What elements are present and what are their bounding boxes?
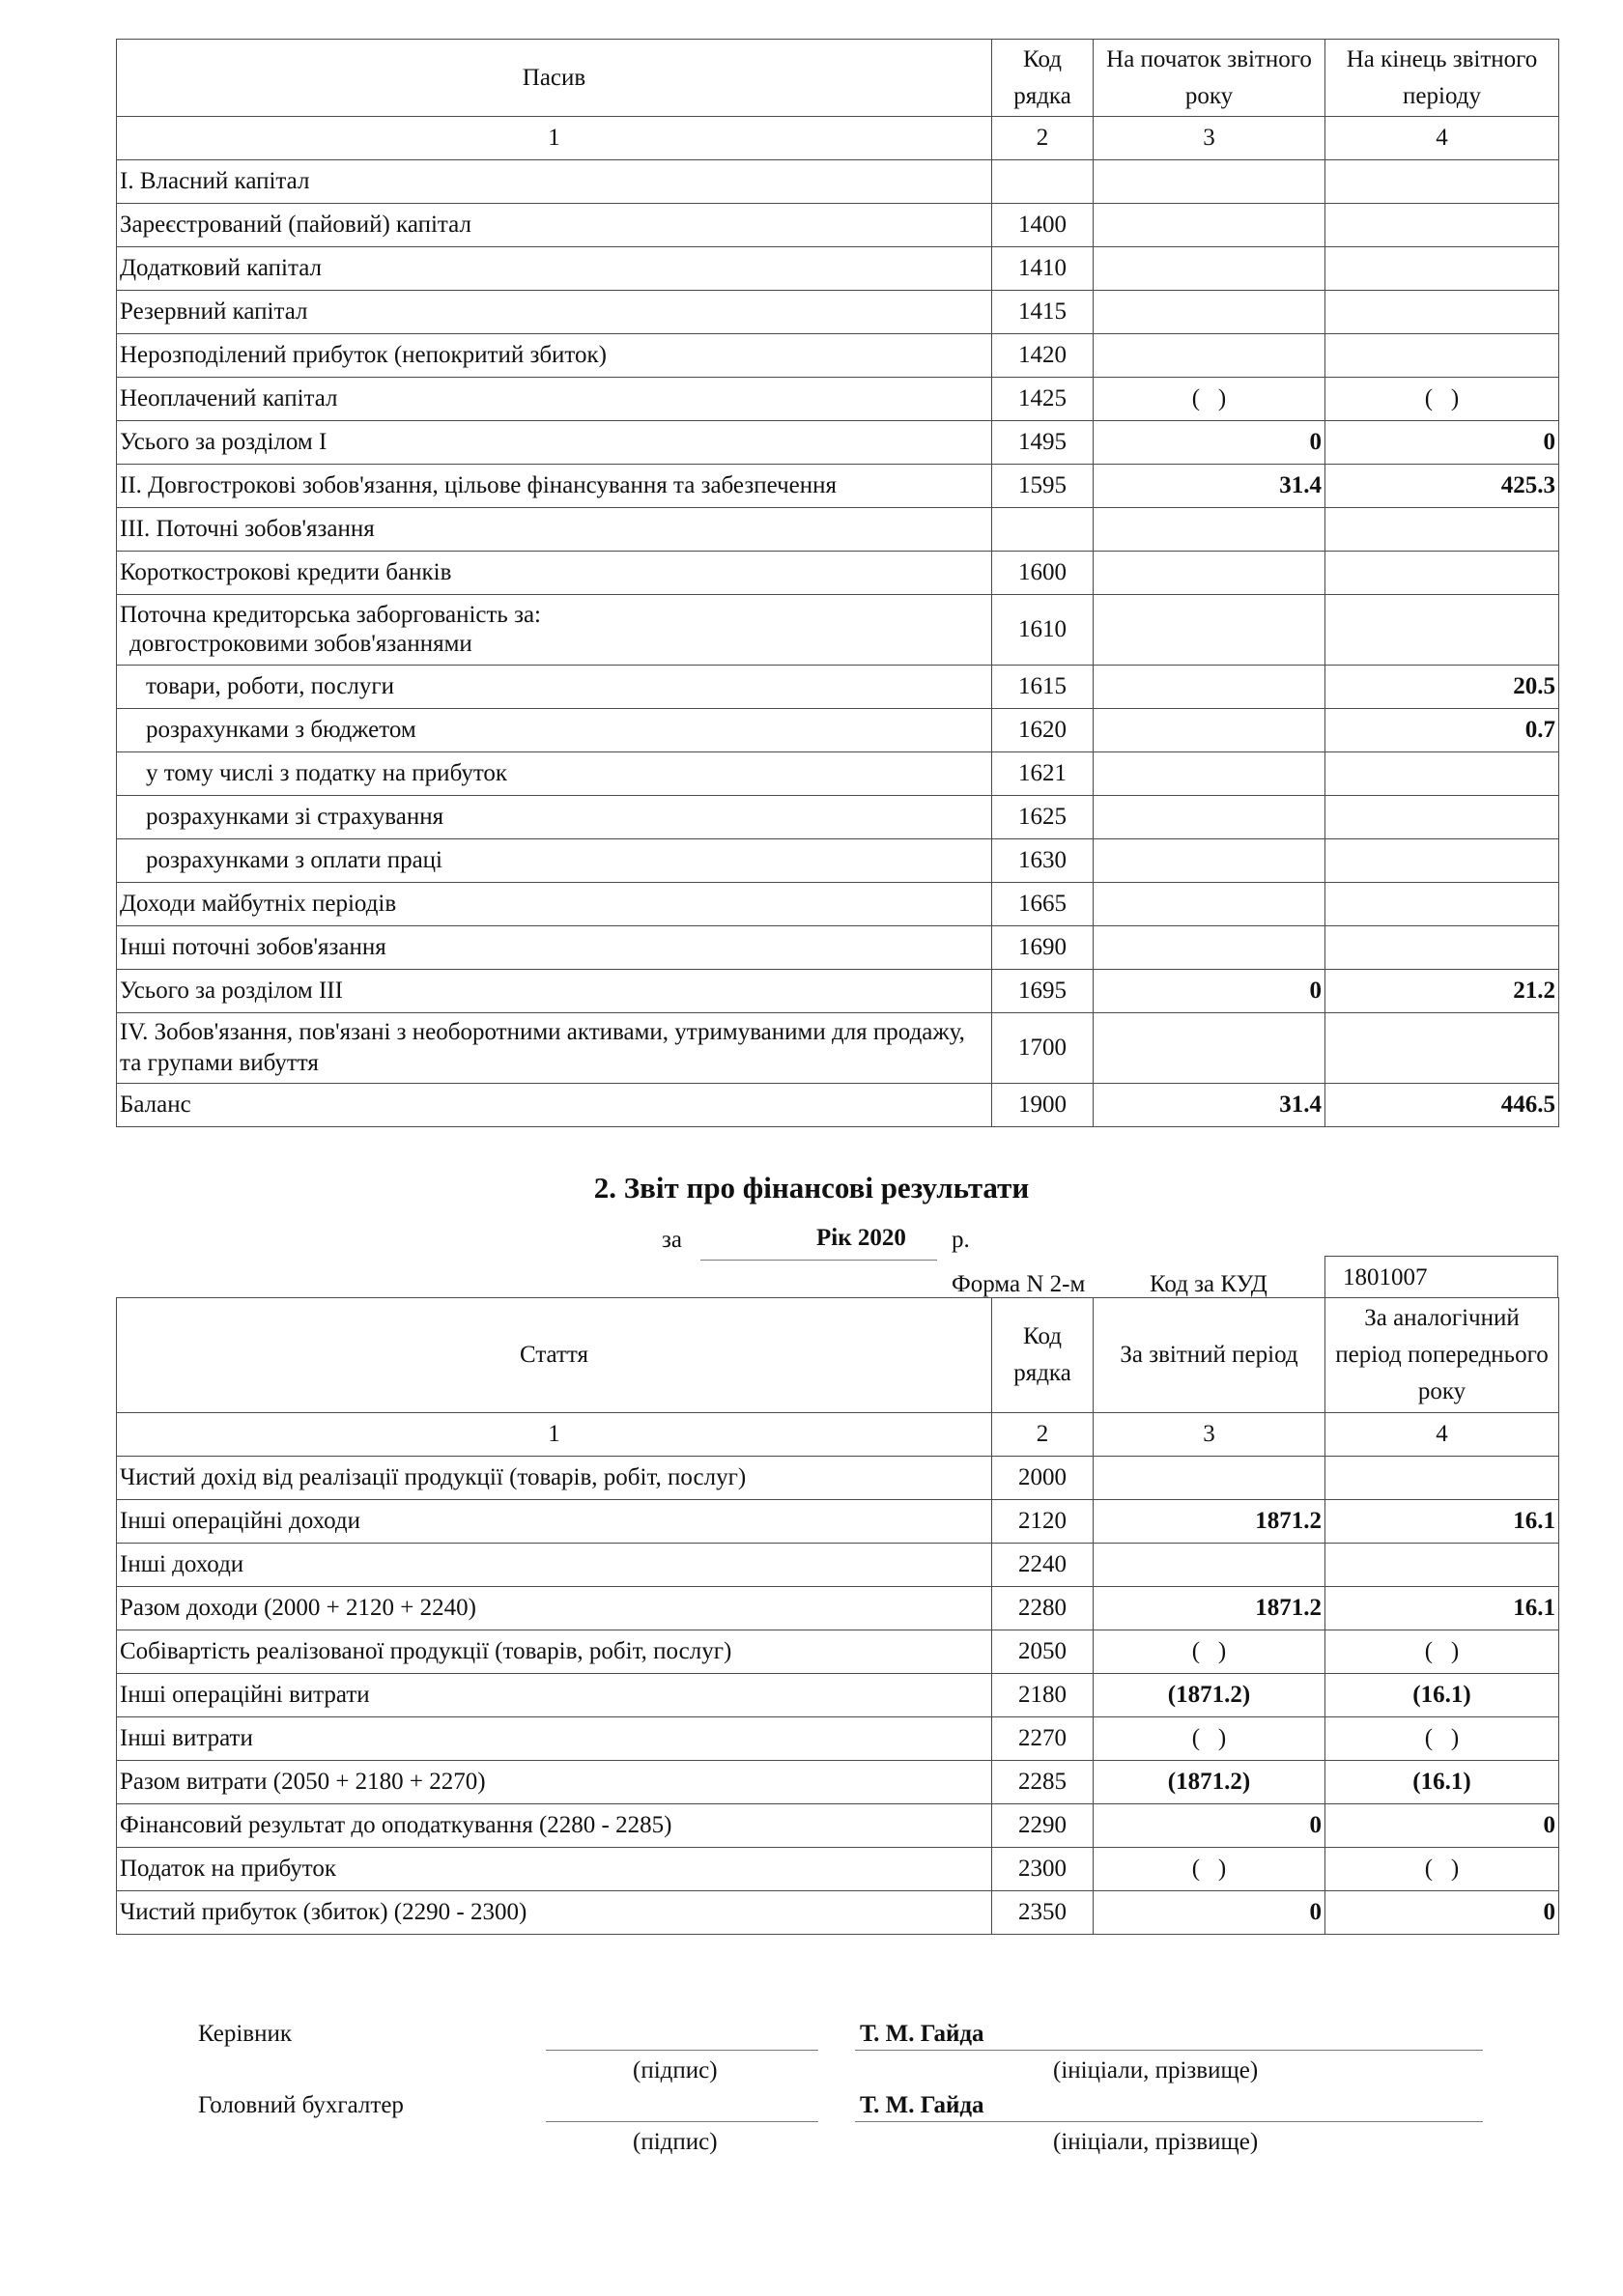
row-code: 1410	[992, 247, 1094, 291]
current-period-value: 1871.2	[1094, 1500, 1325, 1544]
end-of-period-value	[1325, 752, 1559, 796]
header-liabilities: Пасив	[117, 40, 992, 117]
end-of-period-value	[1325, 160, 1559, 204]
table-row	[117, 334, 1559, 378]
row-code: 1625	[992, 796, 1094, 839]
row-label: розрахунками з бюджетом	[117, 709, 992, 752]
row-label: Інші операційні витрати	[117, 1674, 992, 1717]
current-period-value	[1094, 1544, 1325, 1587]
row-label: I. Власний капітал	[117, 160, 992, 204]
start-of-year-value	[1094, 508, 1325, 552]
previous-period-value: 16.1	[1325, 1587, 1559, 1630]
current-period-value: 0	[1094, 1891, 1325, 1935]
table-row	[117, 1084, 1559, 1127]
column-number: 2	[992, 1413, 1094, 1457]
end-of-period-value: 21.2	[1325, 970, 1559, 1013]
row-code: 2285	[992, 1761, 1094, 1804]
current-period-value: (1871.2)	[1094, 1761, 1325, 1804]
table-header-row	[117, 40, 1559, 117]
accountant-name-line	[855, 2121, 1483, 2122]
table-row	[117, 1891, 1559, 1935]
table-row	[117, 1674, 1559, 1717]
row-label: Зареєстрований (пайовий) капітал	[117, 204, 992, 247]
current-period-value: (1871.2)	[1094, 1674, 1325, 1717]
accountant-signature-line	[546, 2121, 818, 2122]
previous-period-value: (16.1)	[1325, 1674, 1559, 1717]
end-of-period-value: 0	[1325, 421, 1559, 465]
form-number: Форма N 2-м	[952, 1271, 1086, 1297]
end-of-period-value	[1325, 204, 1559, 247]
current-period-value: ( )	[1094, 1630, 1325, 1674]
end-of-period-value	[1325, 839, 1559, 883]
balance-liabilities-table	[116, 39, 1559, 1127]
row-label: Разом доходи (2000 + 2120 + 2240)	[117, 1587, 992, 1630]
period-suffix: р.	[952, 1227, 970, 1253]
table-row	[117, 926, 1559, 970]
row-label: Інші операційні доходи	[117, 1500, 992, 1544]
start-of-year-value	[1094, 247, 1325, 291]
table-row	[117, 204, 1559, 247]
table-row	[117, 508, 1559, 552]
end-of-period-value	[1325, 334, 1559, 378]
row-label-line: довгостроковими зобов'язаннями	[129, 631, 472, 657]
row-code: 2300	[992, 1848, 1094, 1891]
column-number: 1	[117, 1413, 992, 1457]
row-code: 2180	[992, 1674, 1094, 1717]
row-code: 1695	[992, 970, 1094, 1013]
row-label: Разом витрати (2050 + 2180 + 2270)	[117, 1761, 992, 1804]
start-of-year-value	[1094, 839, 1325, 883]
row-code: 1665	[992, 883, 1094, 926]
end-of-period-value: 425.3	[1325, 465, 1559, 508]
table-row	[117, 1761, 1559, 1804]
previous-period-value: ( )	[1325, 1717, 1559, 1761]
director-label: Керівник	[198, 2021, 292, 2047]
row-code: 1495	[992, 421, 1094, 465]
start-of-year-value	[1094, 883, 1325, 926]
row-label	[117, 595, 992, 666]
table-row	[117, 1717, 1559, 1761]
table-row	[117, 839, 1559, 883]
current-period-value: 1871.2	[1094, 1587, 1325, 1630]
current-period-value: ( )	[1094, 1717, 1325, 1761]
row-label: Усього за розділом I	[117, 421, 992, 465]
director-name: Т. М. Гайда	[860, 2021, 984, 2047]
current-period-value	[1094, 1457, 1325, 1500]
row-code: 2290	[992, 1804, 1094, 1848]
column-number: 1	[117, 117, 992, 160]
row-label: Короткострокові кредити банків	[117, 552, 992, 595]
row-code: 2270	[992, 1717, 1094, 1761]
start-of-year-value: 0	[1094, 421, 1325, 465]
row-code: 1420	[992, 334, 1094, 378]
end-of-period-value: 0.7	[1325, 709, 1559, 752]
previous-period-value	[1325, 1544, 1559, 1587]
row-code: 1615	[992, 666, 1094, 709]
row-label: Собівартість реалізованої продукції (товарів, робіт, послуг)	[117, 1630, 992, 1674]
row-label: Чистий прибуток (збиток) (2290 - 2300)	[117, 1891, 992, 1935]
start-of-year-value: 31.4	[1094, 1084, 1325, 1127]
financial-results-title: 2. Звіт про фінансові результати	[593, 1171, 1030, 1205]
start-of-year-value	[1094, 1013, 1325, 1084]
table-row	[117, 465, 1559, 508]
end-of-period-value	[1325, 883, 1559, 926]
table-row	[117, 552, 1559, 595]
start-of-year-value	[1094, 796, 1325, 839]
end-of-period-value	[1325, 291, 1559, 334]
table-header-row	[117, 1298, 1559, 1413]
row-code: 1620	[992, 709, 1094, 752]
reporting-period: Рік 2020	[816, 1225, 906, 1251]
previous-period-value: ( )	[1325, 1848, 1559, 1891]
table-row	[117, 160, 1559, 204]
row-code: 1900	[992, 1084, 1094, 1127]
table-row	[117, 291, 1559, 334]
kud-code-label: Код за КУД	[1150, 1271, 1267, 1297]
row-label: розрахунками зі страхування	[117, 796, 992, 839]
row-code: 1595	[992, 465, 1094, 508]
row-code: 1400	[992, 204, 1094, 247]
start-of-year-value	[1094, 552, 1325, 595]
row-label: Резервний капітал	[117, 291, 992, 334]
row-code: 1425	[992, 378, 1094, 421]
row-label: IV. Зобов'язання, пов'язані з необоротними активами, утримуваними для продажу, та групами вибуття	[117, 1013, 992, 1084]
start-of-year-value	[1094, 926, 1325, 970]
current-period-value: ( )	[1094, 1848, 1325, 1891]
end-of-period-value: ( )	[1325, 378, 1559, 421]
row-label: розрахунками з оплати праці	[117, 839, 992, 883]
table-row	[117, 970, 1559, 1013]
column-number-row	[117, 117, 1559, 160]
current-period-value: 0	[1094, 1804, 1325, 1848]
header-start-of-year: На початок звітного року	[1094, 40, 1325, 117]
row-label: Баланс	[117, 1084, 992, 1127]
start-of-year-value	[1094, 595, 1325, 666]
previous-period-value: 16.1	[1325, 1500, 1559, 1544]
row-code: 1700	[992, 1013, 1094, 1084]
name-caption: (ініціали, прізвище)	[1053, 2057, 1259, 2083]
table-row	[117, 1587, 1559, 1630]
row-label: Неоплачений капітал	[117, 378, 992, 421]
start-of-year-value: 0	[1094, 970, 1325, 1013]
table-row	[117, 666, 1559, 709]
start-of-year-value	[1094, 752, 1325, 796]
row-label: Нерозподілений прибуток (непокритий збиток)	[117, 334, 992, 378]
accountant-label: Головний бухгалтер	[198, 2092, 404, 2118]
table-row	[117, 1630, 1559, 1674]
row-label: Податок на прибуток	[117, 1848, 992, 1891]
row-code	[992, 160, 1094, 204]
table-row	[117, 752, 1559, 796]
row-code: 2350	[992, 1891, 1094, 1935]
name-caption: (ініціали, прізвище)	[1053, 2129, 1259, 2155]
start-of-year-value: 31.4	[1094, 465, 1325, 508]
column-number-row	[117, 1413, 1559, 1457]
previous-period-value: (16.1)	[1325, 1761, 1559, 1804]
row-label: товари, роботи, послуги	[117, 666, 992, 709]
row-label: II. Довгострокові зобов'язання, цільове фінансування та забезпечення	[117, 465, 992, 508]
end-of-period-value	[1325, 552, 1559, 595]
start-of-year-value	[1094, 709, 1325, 752]
row-label: III. Поточні зобов'язання	[117, 508, 992, 552]
table-row	[117, 1500, 1559, 1544]
table-row	[117, 796, 1559, 839]
start-of-year-value: ( )	[1094, 378, 1325, 421]
column-number: 4	[1325, 1413, 1559, 1457]
column-number: 2	[992, 117, 1094, 160]
end-of-period-value: 20.5	[1325, 666, 1559, 709]
end-of-period-value	[1325, 796, 1559, 839]
row-code: 2000	[992, 1457, 1094, 1500]
row-code: 2280	[992, 1587, 1094, 1630]
table-row	[117, 883, 1559, 926]
row-label-line: Поточна кредиторська заборгованість за:	[120, 602, 541, 628]
table-row	[117, 1013, 1559, 1084]
row-code: 1621	[992, 752, 1094, 796]
row-label: Усього за розділом III	[117, 970, 992, 1013]
header-previous-period: За аналогічний період попереднього року	[1325, 1298, 1559, 1413]
header-current-period: За звітний період	[1094, 1298, 1325, 1413]
row-code: 1610	[992, 595, 1094, 666]
previous-period-value: ( )	[1325, 1630, 1559, 1674]
row-code	[992, 508, 1094, 552]
row-label: Чистий дохід від реалізації продукції (товарів, робіт, послуг)	[117, 1457, 992, 1500]
table-row	[117, 595, 1559, 666]
row-label: Доходи майбутніх періодів	[117, 883, 992, 926]
period-underline	[700, 1260, 937, 1261]
row-code: 2050	[992, 1630, 1094, 1674]
row-label: Інші витрати	[117, 1717, 992, 1761]
row-code: 1690	[992, 926, 1094, 970]
start-of-year-value	[1094, 291, 1325, 334]
end-of-period-value	[1325, 595, 1559, 666]
accountant-name: Т. М. Гайда	[860, 2092, 984, 2118]
table-row	[117, 421, 1559, 465]
signature-caption: (підпис)	[633, 2057, 718, 2083]
end-of-period-value	[1325, 247, 1559, 291]
table-row	[117, 247, 1559, 291]
previous-period-value	[1325, 1457, 1559, 1500]
signature-caption: (підпис)	[633, 2129, 718, 2155]
start-of-year-value	[1094, 666, 1325, 709]
row-code: 2240	[992, 1544, 1094, 1587]
kud-code-value: 1801007	[1324, 1256, 1558, 1297]
row-label: Фінансовий результат до оподаткування (2280 - 2285)	[117, 1804, 992, 1848]
table-row	[117, 1544, 1559, 1587]
end-of-period-value: 446.5	[1325, 1084, 1559, 1127]
table-row	[117, 709, 1559, 752]
start-of-year-value	[1094, 160, 1325, 204]
row-code: 1415	[992, 291, 1094, 334]
previous-period-value: 0	[1325, 1891, 1559, 1935]
table-row	[117, 1457, 1559, 1500]
header-item: Стаття	[117, 1298, 992, 1413]
header-end-of-period: На кінець звітного періоду	[1325, 40, 1559, 117]
period-for-label: за	[662, 1227, 682, 1253]
table-row	[117, 1804, 1559, 1848]
table-row	[117, 378, 1559, 421]
table-row	[117, 1848, 1559, 1891]
start-of-year-value	[1094, 334, 1325, 378]
header-line-code: Код рядка	[992, 1298, 1094, 1413]
row-code: 1630	[992, 839, 1094, 883]
end-of-period-value	[1325, 508, 1559, 552]
column-number: 3	[1094, 117, 1325, 160]
financial-results-table	[116, 1297, 1559, 1935]
end-of-period-value	[1325, 926, 1559, 970]
previous-period-value: 0	[1325, 1804, 1559, 1848]
row-label: Інші поточні зобов'язання	[117, 926, 992, 970]
end-of-period-value	[1325, 1013, 1559, 1084]
column-number: 3	[1094, 1413, 1325, 1457]
row-code: 1600	[992, 552, 1094, 595]
column-number: 4	[1325, 117, 1559, 160]
director-name-line	[855, 2050, 1483, 2051]
row-label: Інші доходи	[117, 1544, 992, 1587]
row-label: у тому числі з податку на прибуток	[117, 752, 992, 796]
header-line-code: Код рядка	[992, 40, 1094, 117]
row-code: 2120	[992, 1500, 1094, 1544]
start-of-year-value	[1094, 204, 1325, 247]
director-signature-line	[546, 2050, 818, 2051]
row-label: Додатковий капітал	[117, 247, 992, 291]
